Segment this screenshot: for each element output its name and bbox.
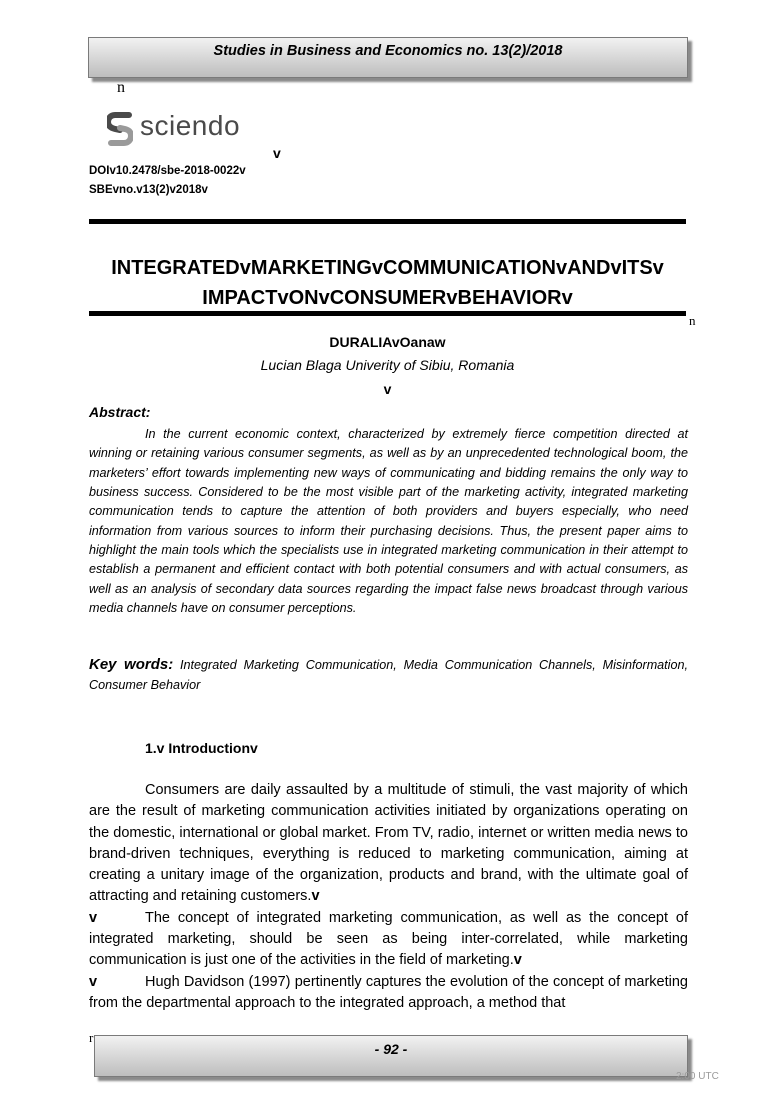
paper-title-line-1: INTEGRATEDvMARKETINGvCOMMUNICATIONvANDvITSv — [111, 257, 664, 279]
keywords — [89, 655, 688, 695]
author-affiliation: Lucian Blaga Univerity of Sibiu, Romania — [260, 357, 515, 373]
issue-line: SBEvno.v13(2)v2018v — [89, 184, 208, 196]
abstract-heading: Abstract: — [89, 404, 151, 420]
stray-character: v — [273, 145, 281, 161]
page-footer — [94, 1035, 688, 1077]
utc-timestamp: 2:00 UTC — [676, 1071, 719, 1082]
abstract-text: In the current economic context, characterized by extremely fierce competition directed at winning or retaining various consumer segments, as well as by an unprecedented technological boom, the marketers’ effort towards implementing new ways of communicating and bidding remains the only way to business success. Considered to be the most visible part of the marketing activity, integrated marketing communication tends to capture the attention of both providers and buyers especially, who need information from various sources to inform their purchasing decisions. Thus, the present paper aims to highlight the main tools which the specialists use in integrated marketing communication in their attempt to establish a permanent and efficient contact with both potential consumers and with actual consumers, as well as an analysis of secondary data sources regarding the impact false news broadcast through various media channels have on consumer perceptions. — [89, 427, 688, 616]
title-top-rule — [89, 219, 686, 224]
journal-title: Studies in Business and Economics no. 13(2)/2018 — [213, 43, 563, 59]
paragraph: v Hugh Davidson (1997) pertinently captures the evolution of the concept of marketing from the departmental approach to the integrated approach, a method that — [89, 973, 688, 1011]
section-heading: 1.v Introductionv — [145, 740, 258, 756]
page-number: - 92 - — [374, 1041, 408, 1057]
keywords-label: Key words: — [89, 656, 174, 673]
paragraph: Consumers are daily assaulted by a multitude of stimuli, the vast majority of which are the result of marketing communication activities initiated by organizations operating on the domestic, international or global market. From TV, radio, internet or written media news to brand-driven techniques, everything is reduced to marketing communication, aiming at creating a unitary image of the organization, products and brand, with the ultimate goal of attracting and retaining customers.v — [89, 782, 688, 905]
sciendo-s-icon — [107, 111, 133, 147]
doi-line: DOIv10.2478/sbe-2018-0022v — [89, 165, 246, 177]
stray-character: n — [117, 79, 125, 96]
sciendo-logo — [107, 110, 267, 150]
paragraph: v The concept of integrated marketing communication, as well as the concept of integrated marketing, should be seen as being inter-correlated, while marketing communication is just one of the activities in the field of marketing.v — [89, 909, 688, 969]
journal-header — [88, 37, 688, 78]
stray-character: v — [383, 381, 392, 397]
sciendo-wordmark: sciendo — [140, 110, 241, 141]
body-text — [89, 780, 688, 1014]
keywords-text: Integrated Marketing Communication, Media Communication Channels, Misinformation, Consumer Behavior — [89, 658, 688, 692]
title-bottom-rule — [89, 311, 686, 316]
author-name: DURALIAvOanaw — [329, 334, 446, 350]
paper-title-line-2: IMPACTvONvCONSUMERvBEHAVIORv — [202, 287, 573, 309]
stray-character: r — [89, 1030, 94, 1045]
stray-character: n — [689, 313, 696, 328]
